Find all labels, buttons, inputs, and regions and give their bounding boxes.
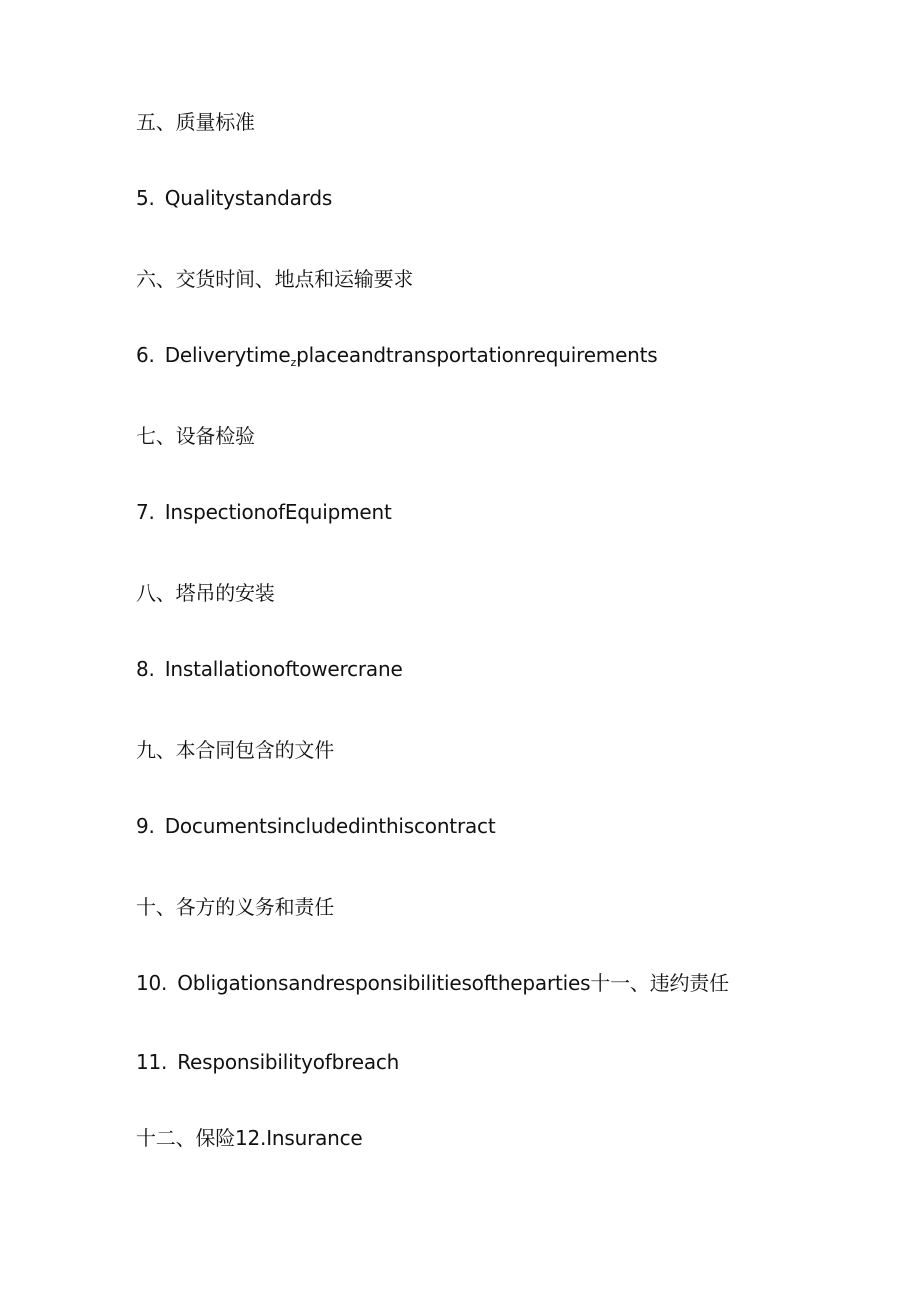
- section-number: 11.: [136, 1050, 168, 1074]
- section-heading-text: Documentsincludedinthiscontract: [164, 814, 496, 838]
- section-heading-10-zh: [136, 895, 334, 919]
- section-heading-8-en: [136, 657, 403, 681]
- section-heading-text: 六、交货时间、地点和运输要求: [136, 267, 414, 291]
- section-heading-5-zh: [136, 110, 255, 134]
- section-heading-text: Responsibilityofbreach: [177, 1050, 400, 1074]
- section-heading-text: 七、设备检验: [136, 424, 255, 448]
- section-heading-6-zh: [136, 267, 413, 291]
- subscript-character: z: [290, 356, 297, 369]
- section-number: 6.: [136, 343, 155, 367]
- section-heading-text: 五、质量标准: [136, 110, 255, 134]
- section-heading-text-part-b: placeandtransportationrequirements: [296, 343, 658, 367]
- section-heading-10-en: [136, 971, 729, 995]
- section-heading-text: 八、塔吊的安装: [136, 581, 275, 605]
- section-heading-7-en: [136, 500, 392, 524]
- section-heading-text: Installationoftowercrane: [164, 657, 403, 681]
- section-heading-text-part-a: Deliverytime: [164, 343, 291, 367]
- section-heading-7-zh: [136, 424, 255, 448]
- section-number: 7.: [136, 500, 155, 524]
- section-number: 10.: [136, 971, 168, 995]
- section-heading-text: 九、本合同包含的文件: [136, 738, 334, 762]
- section-heading-text: 十、各方的义务和责任: [136, 895, 334, 919]
- section-heading-9-zh: [136, 738, 334, 762]
- section-heading-text: InspectionofEquipment: [164, 500, 392, 524]
- section-heading-6-en: [136, 343, 658, 375]
- section-heading-11-en: [136, 1050, 399, 1074]
- section-heading-text: Qualitystandards: [164, 186, 333, 210]
- section-heading-text: 十二、保险12.Insurance: [136, 1126, 363, 1150]
- section-number: 9.: [136, 814, 155, 838]
- section-heading-12: [136, 1126, 363, 1150]
- section-number: 8.: [136, 657, 155, 681]
- section-number: 5.: [136, 186, 155, 210]
- section-heading-8-zh: [136, 581, 275, 605]
- section-heading-9-en: [136, 814, 495, 838]
- section-heading-5-en: [136, 186, 332, 210]
- section-heading-text: Obligationsandresponsibilitiesoftheparties十一、违约责任: [177, 971, 729, 995]
